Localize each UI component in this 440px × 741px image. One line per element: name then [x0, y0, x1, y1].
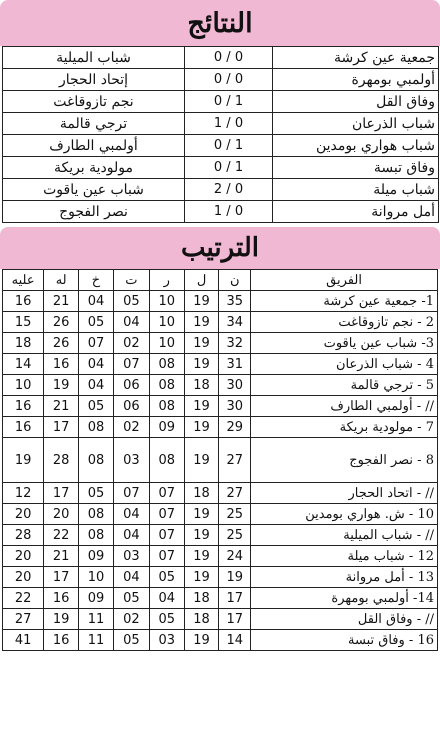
drawn: 07	[113, 354, 149, 375]
goals-against: 20	[3, 504, 44, 525]
standings-row	[3, 396, 438, 417]
match-score: 1 / 0	[185, 157, 273, 179]
lost: 08	[79, 438, 114, 483]
goals-for: 26	[44, 312, 79, 333]
home-team: شباب الذرعان	[273, 113, 439, 135]
goals-for: 21	[44, 546, 79, 567]
played: 19	[184, 525, 219, 546]
lost: 04	[79, 354, 114, 375]
drawn: 06	[113, 375, 149, 396]
result-row	[3, 69, 439, 91]
result-row	[3, 201, 439, 223]
header-drawn: ت	[113, 270, 149, 291]
goals-against: 16	[3, 417, 44, 438]
standings-row	[3, 291, 438, 312]
won: 08	[149, 375, 184, 396]
standings-row	[3, 546, 438, 567]
goals-against: 10	[3, 375, 44, 396]
lost: 05	[79, 396, 114, 417]
results-table	[2, 46, 439, 223]
match-score: 1 / 0	[185, 135, 273, 157]
standings-row	[3, 504, 438, 525]
played: 18	[184, 483, 219, 504]
drawn: 02	[113, 609, 149, 630]
played: 19	[184, 567, 219, 588]
standings-row	[3, 609, 438, 630]
away-team: نصر الفجوج	[3, 201, 185, 223]
goals-against: 28	[3, 525, 44, 546]
points: 31	[219, 354, 251, 375]
goals-against: 12	[3, 483, 44, 504]
played: 19	[184, 396, 219, 417]
won: 08	[149, 396, 184, 417]
won: 05	[149, 609, 184, 630]
points: 25	[219, 525, 251, 546]
result-row	[3, 47, 439, 69]
drawn: 04	[113, 525, 149, 546]
team-name: 13 - أمل مروانة	[251, 567, 438, 588]
drawn: 05	[113, 588, 149, 609]
drawn: 03	[113, 546, 149, 567]
match-score: 0 / 2	[185, 179, 273, 201]
header-won: ر	[149, 270, 184, 291]
team-name: // - شباب الميلية	[251, 525, 438, 546]
header-goals-for: له	[44, 270, 79, 291]
goals-against: 14	[3, 354, 44, 375]
won: 04	[149, 588, 184, 609]
points: 32	[219, 333, 251, 354]
lost: 11	[79, 609, 114, 630]
goals-against: 19	[3, 438, 44, 483]
points: 30	[219, 396, 251, 417]
standings-row	[3, 438, 438, 483]
goals-against: 18	[3, 333, 44, 354]
drawn: 05	[113, 630, 149, 651]
team-name: 14- أولمبي بومهرة	[251, 588, 438, 609]
standings-table	[2, 269, 438, 651]
team-name: 5 - ترجي قالمة	[251, 375, 438, 396]
points: 34	[219, 312, 251, 333]
away-team: شباب عين ياقوت	[3, 179, 185, 201]
played: 19	[184, 546, 219, 567]
goals-against: 41	[3, 630, 44, 651]
team-name: 12 - شباب ميلة	[251, 546, 438, 567]
team-name: 3- شباب عين ياقوت	[251, 333, 438, 354]
standings-row	[3, 483, 438, 504]
home-team: شباب هواري بومدين	[273, 135, 439, 157]
played: 19	[184, 354, 219, 375]
standings-row	[3, 417, 438, 438]
standings-row	[3, 375, 438, 396]
result-row	[3, 179, 439, 201]
lost: 08	[79, 504, 114, 525]
lost: 08	[79, 417, 114, 438]
goals-for: 16	[44, 630, 79, 651]
team-name: 7 - مولودية بريكة	[251, 417, 438, 438]
points: 27	[219, 438, 251, 483]
team-name: // - اتحاد الحجار	[251, 483, 438, 504]
goals-against: 22	[3, 588, 44, 609]
match-score: 1 / 0	[185, 91, 273, 113]
drawn: 05	[113, 291, 149, 312]
played: 18	[184, 375, 219, 396]
won: 07	[149, 483, 184, 504]
away-team: أولمبي الطارف	[3, 135, 185, 157]
points: 17	[219, 609, 251, 630]
drawn: 04	[113, 567, 149, 588]
points: 14	[219, 630, 251, 651]
match-score: 0 / 0	[185, 47, 273, 69]
goals-for: 17	[44, 567, 79, 588]
standings-header-row	[3, 270, 438, 291]
home-team: وفاق تبسة	[273, 157, 439, 179]
goals-for: 19	[44, 375, 79, 396]
goals-against: 16	[3, 396, 44, 417]
drawn: 07	[113, 483, 149, 504]
team-name: 8 - نصر الفجوج	[251, 438, 438, 483]
goals-for: 20	[44, 504, 79, 525]
standings-row	[3, 630, 438, 651]
played: 18	[184, 609, 219, 630]
lost: 04	[79, 291, 114, 312]
won: 08	[149, 354, 184, 375]
goals-against: 15	[3, 312, 44, 333]
points: 35	[219, 291, 251, 312]
won: 07	[149, 504, 184, 525]
home-team: أمل مروانة	[273, 201, 439, 223]
goals-for: 17	[44, 417, 79, 438]
standings-row	[3, 333, 438, 354]
standings-row	[3, 354, 438, 375]
result-row	[3, 135, 439, 157]
points: 24	[219, 546, 251, 567]
header-lost: خ	[79, 270, 114, 291]
result-row	[3, 91, 439, 113]
won: 08	[149, 438, 184, 483]
header-points: ن	[219, 270, 251, 291]
lost: 05	[79, 483, 114, 504]
standings-row	[3, 525, 438, 546]
lost: 09	[79, 546, 114, 567]
goals-for: 17	[44, 483, 79, 504]
standings-title: الترتيب	[0, 227, 440, 269]
drawn: 06	[113, 396, 149, 417]
played: 19	[184, 333, 219, 354]
points: 19	[219, 567, 251, 588]
won: 03	[149, 630, 184, 651]
played: 19	[184, 504, 219, 525]
goals-against: 16	[3, 291, 44, 312]
drawn: 04	[113, 504, 149, 525]
standings-row	[3, 567, 438, 588]
played: 19	[184, 312, 219, 333]
goals-against: 27	[3, 609, 44, 630]
result-row	[3, 157, 439, 179]
home-team: وفاق القل	[273, 91, 439, 113]
home-team: أولمبي بومهرة	[273, 69, 439, 91]
won: 10	[149, 312, 184, 333]
team-name: // - وفاق القل	[251, 609, 438, 630]
played: 19	[184, 417, 219, 438]
match-score: 0 / 0	[185, 69, 273, 91]
lost: 04	[79, 375, 114, 396]
team-name: 16 - وفاق تبسة	[251, 630, 438, 651]
won: 07	[149, 525, 184, 546]
lost: 11	[79, 630, 114, 651]
standings-body	[3, 291, 438, 651]
played: 19	[184, 438, 219, 483]
away-team: نجم تازوقاغت	[3, 91, 185, 113]
won: 07	[149, 546, 184, 567]
lost: 05	[79, 312, 114, 333]
home-team: جمعية عين كرشة	[273, 47, 439, 69]
drawn: 02	[113, 417, 149, 438]
goals-for: 16	[44, 588, 79, 609]
away-team: شباب الميلية	[3, 47, 185, 69]
goals-for: 19	[44, 609, 79, 630]
drawn: 02	[113, 333, 149, 354]
won: 10	[149, 291, 184, 312]
away-team: مولودية بريكة	[3, 157, 185, 179]
results-body	[3, 47, 439, 223]
played: 19	[184, 630, 219, 651]
goals-against: 20	[3, 546, 44, 567]
goals-for: 21	[44, 396, 79, 417]
goals-for: 22	[44, 525, 79, 546]
goals-for: 21	[44, 291, 79, 312]
home-team: شباب ميلة	[273, 179, 439, 201]
team-name: 1- جمعية عين كرشة	[251, 291, 438, 312]
played: 19	[184, 291, 219, 312]
won: 09	[149, 417, 184, 438]
match-score: 0 / 1	[185, 201, 273, 223]
points: 30	[219, 375, 251, 396]
played: 18	[184, 588, 219, 609]
goals-for: 28	[44, 438, 79, 483]
lost: 09	[79, 588, 114, 609]
lost: 08	[79, 525, 114, 546]
match-score: 0 / 1	[185, 113, 273, 135]
goals-for: 16	[44, 354, 79, 375]
away-team: إتحاد الحجار	[3, 69, 185, 91]
team-name: // - أولمبي الطارف	[251, 396, 438, 417]
team-name: 10 - ش. هواري بومدين	[251, 504, 438, 525]
header-played: ل	[184, 270, 219, 291]
team-name: 4 - شباب الذرعان	[251, 354, 438, 375]
points: 25	[219, 504, 251, 525]
team-name: 2 - نجم تازوقاغت	[251, 312, 438, 333]
result-row	[3, 113, 439, 135]
away-team: ترجي قالمة	[3, 113, 185, 135]
header-goals-against: عليه	[3, 270, 44, 291]
won: 10	[149, 333, 184, 354]
goals-for: 26	[44, 333, 79, 354]
results-title: النتائج	[0, 0, 440, 46]
points: 29	[219, 417, 251, 438]
lost: 07	[79, 333, 114, 354]
drawn: 04	[113, 312, 149, 333]
header-team: الفريق	[251, 270, 438, 291]
won: 05	[149, 567, 184, 588]
drawn: 03	[113, 438, 149, 483]
points: 17	[219, 588, 251, 609]
points: 27	[219, 483, 251, 504]
standings-row	[3, 588, 438, 609]
standings-row	[3, 312, 438, 333]
lost: 10	[79, 567, 114, 588]
goals-against: 20	[3, 567, 44, 588]
